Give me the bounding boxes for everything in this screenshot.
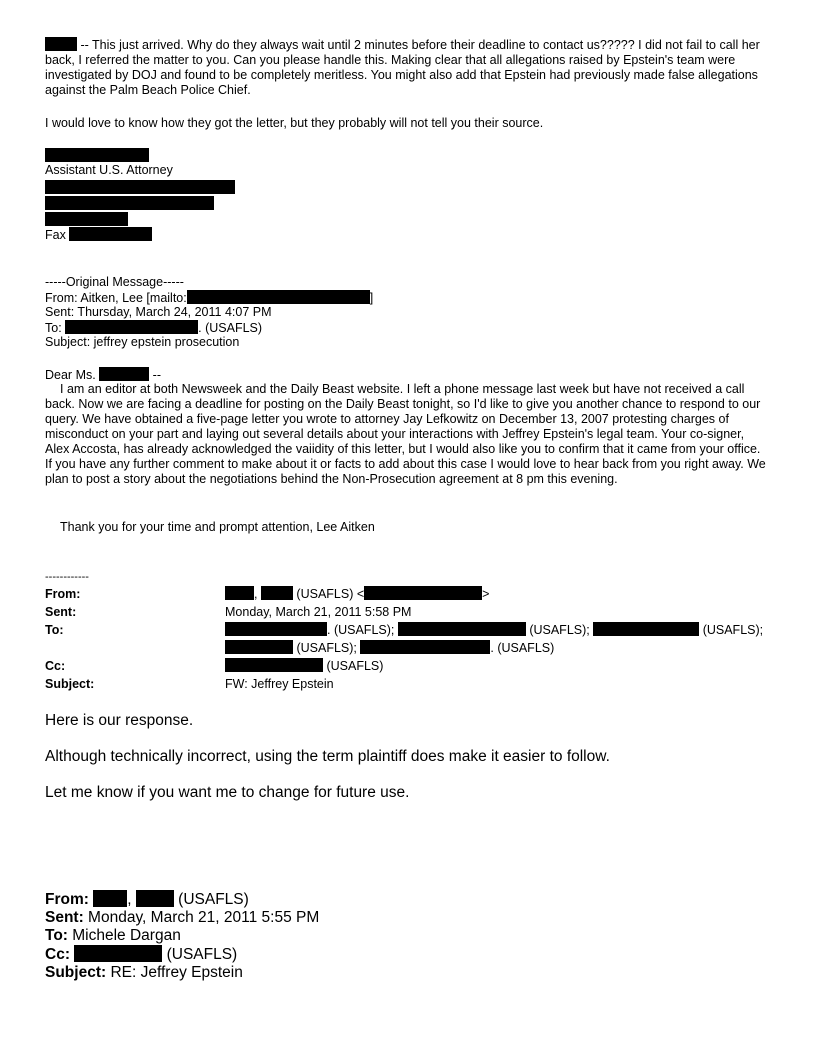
- redaction-box: [45, 180, 235, 194]
- redaction-box: [45, 148, 149, 162]
- redaction-box: [360, 640, 490, 654]
- top-message-paragraph-2: I would love to know how they got the letter, but they probably will not tell you their source.: [45, 116, 544, 130]
- redaction-box: [65, 320, 198, 334]
- redaction-box: [74, 945, 162, 962]
- fax-label: Fax: [45, 228, 66, 242]
- redaction-box: [187, 290, 370, 304]
- redaction-box: [45, 196, 214, 210]
- redaction-box: [398, 622, 526, 636]
- redaction-box: [225, 586, 254, 600]
- bottom-header: From: , (USAFLS) Sent: Monday, March 21, 2011 5:55 PM To: Michele Dargan Cc: (USAFLS) Subject: RE: Jeffrey Epstein: [45, 891, 320, 981]
- redaction-box: [69, 227, 152, 241]
- top-message-paragraph: -- This just arrived. Why do they always wait until 2 minutes before their deadline to contact us????? I did not fail to call her back, I referred the matter to you. Can you please handle this. Making clear that all allegations raised by Epstein's team were investigated by DOJ and found to be completely meritless. You might also add that Epstein had previously made false allegations against the Palm Beach Police Chief.: [45, 38, 760, 97]
- message-closing: Thank you for your time and prompt attention, Lee Aitken: [60, 520, 375, 534]
- forward-body-line-3: Let me know if you want me to change for future use.: [45, 784, 410, 801]
- forward-header: From: , (USAFLS) < > Sent: Monday, March 21, 2011 5:58 PM To: . (USAFLS); (USAFLS); (USAFLS); (USAFLS); . (USAFLS) Cc: (USAFLS) Subject: FW: Jeffrey Epstein: [45, 587, 764, 691]
- redaction-box: [45, 37, 77, 51]
- redaction-box: [593, 622, 699, 636]
- salutation: Dear Ms. --: [45, 368, 161, 382]
- redaction-box: [261, 586, 293, 600]
- redaction-box: [225, 640, 293, 654]
- redaction-box: [225, 622, 327, 636]
- separator: ------------: [45, 571, 89, 583]
- redaction-box: [225, 658, 323, 672]
- message-body: I am an editor at both Newsweek and the Daily Beast website. I left a phone message last week but have not received a call back. Now we are facing a deadline for posting on the Daily Beast tonight, so I'd like to give you another chance to respond to our query. We have obtained a five-page letter you wrote to attorney Jay Lefkowitz on December 13, 2007 protesting charges of misconduct on your part and laying out several details about your interactions with Jeffrey Epstein's legal team. Your co-signer, Alex Accosta, has already acknowledged the vaiidity of this letter, but I would also like you to confirm that it came from your office. If you have any further comment to make about it or facts to add about this case I would love to hear back from you right away. We plan to post a story about the negotiations behind the Non-Prosecution agreement at 8 pm this evening.: [45, 382, 766, 486]
- signature-block: [45, 148, 235, 242]
- signature-title: Assistant U.S. Attorney: [45, 163, 173, 177]
- original-message-header: -----Original Message----- From: Aitken, Lee [mailto: ] Sent: Thursday, March 24, 2011 4:07 PM To: . (USAFLS) Subject: jeffrey epstein prosecution: [45, 275, 374, 349]
- redaction-box: [99, 367, 149, 381]
- redaction-box: [45, 212, 128, 226]
- redaction-box: [93, 890, 127, 907]
- redaction-box: [136, 890, 174, 907]
- redaction-box: [364, 586, 482, 600]
- forward-body-line-1: Here is our response.: [45, 712, 194, 729]
- forward-body-line-2: Although technically incorrect, using the term plaintiff does make it easier to follow.: [45, 748, 610, 765]
